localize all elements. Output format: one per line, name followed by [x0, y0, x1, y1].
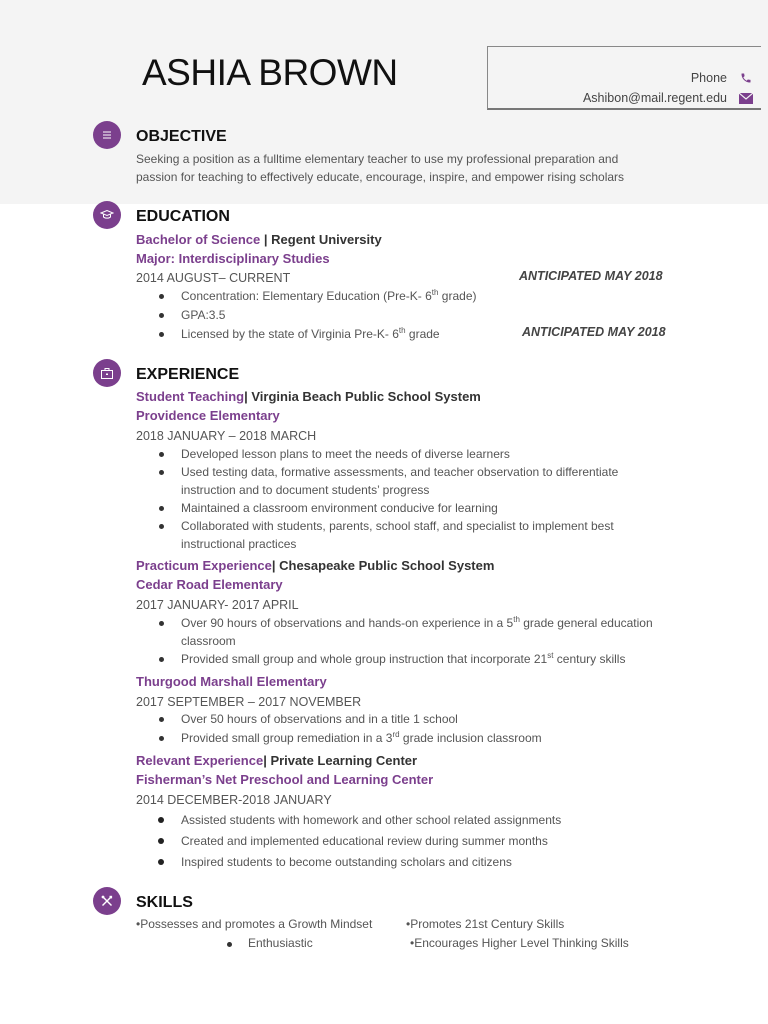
- objective-title: OBJECTIVE: [136, 128, 227, 145]
- bullet: [159, 452, 164, 457]
- job4-dates: 2014 DECEMBER-2018 JANUARY: [136, 793, 332, 807]
- bullet: [159, 506, 164, 511]
- job2-header: Practicum Experience| Chesapeake Public School System: [136, 558, 495, 573]
- bullet: [159, 717, 164, 722]
- contact-email-row: [583, 91, 753, 105]
- objective-line-2: passion for teaching to effectively educate, encourage, inspire, and empower rising scholars: [136, 170, 625, 184]
- job3-bullet-2: Provided small group remediation in a 3rd grade inclusion classroom: [181, 730, 542, 745]
- education-dates: 2014 AUGUST– CURRENT: [136, 271, 291, 285]
- graduation-cap-icon: [93, 201, 121, 229]
- major: Major: Interdisciplinary Studies: [136, 251, 330, 266]
- bullet: [159, 470, 164, 475]
- email-address[interactable]: Ashibon@mail.regent.edu: [582, 91, 727, 105]
- job2-bullet-1a: Over 90 hours of observations and hands-on experience in a 5th grade general education: [181, 615, 653, 630]
- bullet: [159, 736, 164, 741]
- bullet: [158, 838, 164, 844]
- bullet: [159, 524, 164, 529]
- job2-bullet-1b: classroom: [181, 634, 236, 648]
- education-bullet-1: Concentration: Elementary Education (Pre-K- 6th grade): [181, 288, 477, 303]
- bullet: [158, 817, 164, 823]
- anticipated-date-1: ANTICIPATED MAY 2018: [519, 269, 663, 283]
- objective-line-1: Seeking a position as a fulltime elementary teacher to use my professional preparation and: [136, 152, 619, 166]
- bullet: [158, 859, 164, 865]
- job4-bullet-2: Created and implemented educational review during summer months: [181, 834, 548, 848]
- skill-3: Enthusiastic: [248, 936, 313, 950]
- education-bullet-3: Licensed by the state of Virginia Pre-K- 6th grade: [181, 326, 440, 341]
- contact-box: [487, 46, 761, 110]
- skill-1: •Possesses and promotes a Growth Mindset: [136, 917, 373, 931]
- degree: Bachelor of Science: [136, 232, 261, 247]
- list-icon: [93, 121, 121, 149]
- bullet: [159, 294, 164, 299]
- job2-school: Cedar Road Elementary: [136, 577, 283, 592]
- bullet: [159, 332, 164, 337]
- job4-school: Fisherman’s Net Preschool and Learning Center: [136, 772, 434, 787]
- job1-school: Providence Elementary: [136, 408, 280, 423]
- education-title: EDUCATION: [136, 208, 230, 225]
- job4-bullet-3: Inspired students to become outstanding scholars and citizens: [181, 855, 512, 869]
- education-degree-line: [136, 231, 382, 249]
- anticipated-date-2: ANTICIPATED MAY 2018: [522, 325, 666, 339]
- bullet: [159, 621, 164, 626]
- job1-header: Student Teaching| Virginia Beach Public School System: [136, 389, 481, 404]
- skills-title: SKILLS: [136, 894, 193, 911]
- phone-icon: [739, 71, 753, 85]
- bullet: [159, 313, 164, 318]
- candidate-name: ASHIA BROWN: [142, 52, 398, 93]
- job1-dates: 2018 JANUARY – 2018 MARCH: [136, 429, 317, 443]
- school-name: Regent University: [271, 232, 382, 247]
- job1-bullet-2a: Used testing data, formative assessments, and teacher observation to differentiate: [181, 465, 619, 479]
- skill-4: •Encourages Higher Level Thinking Skills: [410, 936, 629, 950]
- experience-title: EXPERIENCE: [136, 366, 240, 383]
- skill-2: •Promotes 21st Century Skills: [406, 917, 565, 931]
- job3-dates: 2017 SEPTEMBER – 2017 NOVEMBER: [136, 695, 362, 709]
- job2-dates: 2017 JANUARY- 2017 APRIL: [136, 598, 299, 612]
- job4-header: Relevant Experience| Private Learning Center: [136, 753, 418, 768]
- briefcase-icon: [93, 359, 121, 387]
- job3-school: Thurgood Marshall Elementary: [136, 674, 327, 689]
- job3-bullet-1: Over 50 hours of observations and in a title 1 school: [181, 712, 458, 726]
- job1-bullet-1: Developed lesson plans to meet the needs of diverse learners: [181, 447, 510, 461]
- bullet: [159, 657, 164, 662]
- job4-bullet-1: Assisted students with homework and other school related assignments: [181, 813, 562, 827]
- job1-bullet-2b: instruction and to document students’ progress: [181, 483, 430, 497]
- envelope-icon: [739, 91, 753, 105]
- job1-bullet-4a: Collaborated with students, parents, school staff, and specialist to implement best: [181, 519, 614, 533]
- degree-separator: |: [260, 232, 272, 247]
- tools-icon: [93, 887, 121, 915]
- job1-bullet-4b: instructional practices: [181, 537, 297, 551]
- phone-label: Phone: [690, 71, 727, 85]
- job1-bullet-3: Maintained a classroom environment conducive for learning: [181, 501, 498, 515]
- job2-bullet-2: Provided small group and whole group instruction that incorporate 21st century skills: [181, 651, 626, 666]
- education-bullet-2: GPA:3.5: [181, 308, 226, 322]
- bullet: [227, 942, 232, 947]
- contact-phone-row: [691, 71, 753, 85]
